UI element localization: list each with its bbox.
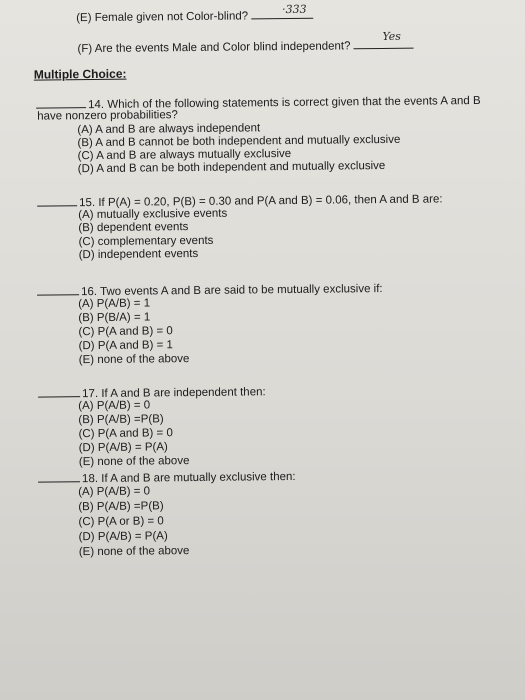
question-14-option-a: (A) A and B are always independent [77,122,261,137]
question-17-blank [38,386,80,397]
question-16-option-d: (D) P(A and B) = 1 [78,339,173,353]
question-18-option-c: (C) P(A or B) = 0 [78,515,164,529]
question-15-stem: 15. If P(A) = 0.20, P(B) = 0.30 and P(A and B) = 0.06, then A and B are: [37,191,443,210]
part-f-question: (F) Are the events Male and Color blind independent? [77,38,415,57]
question-16-option-b: (B) P(B/A) = 1 [78,311,151,325]
question-18-option-b: (B) P(A/B) =P(B) [78,500,164,514]
question-17-option-c: (C) P(A and B) = 0 [78,427,173,441]
question-17-option-a: (A) P(A/B) = 0 [78,399,151,413]
part-e-question: (E) Female given not Color-blind? [76,8,315,26]
question-16-blank [37,284,79,295]
question-16-option-c: (C) P(A and B) = 0 [78,325,173,339]
part-f-handwritten-answer: Yes [382,29,401,43]
question-15-option-c: (C) complementary events [78,234,214,249]
multiple-choice-heading: Multiple Choice: [33,66,127,82]
question-16-option-e: (E) none of the above [78,353,190,367]
question-16-stem: 16. Two events A and B are said to be mutually exclusive if: [37,281,383,300]
question-18-blank [38,471,80,482]
question-16-option-a: (A) P(A/B) = 1 [78,297,151,311]
question-15-option-a: (A) mutually exclusive events [78,207,228,222]
question-14-option-c: (C) A and B are always mutually exclusive [77,147,292,163]
question-18-option-e: (E) none of the above [78,545,190,559]
question-18-option-d: (D) P(A/B) = P(A) [78,530,168,544]
question-14-blank [36,97,86,109]
question-17-option-b: (B) P(A/B) =P(B) [78,413,164,427]
question-15-blank [37,195,77,206]
question-18-stem: 18. If A and B are mutually exclusive then: [38,469,296,487]
question-15-option-b: (B) dependent events [78,221,189,235]
part-e-handwritten-answer: ·333 [282,2,307,17]
question-14-stem-cont: have nonzero probabilities? [37,109,178,123]
question-17-option-e: (E) none of the above [78,455,190,469]
question-17-option-d: (D) P(A/B) = P(A) [78,441,168,455]
question-14-option-d: (D) A and B can be both independent and mutually exclusive [77,159,386,176]
question-14-option-b: (B) A and B cannot be both independent and mutually exclusive [77,133,401,150]
question-18-option-a: (A) P(A/B) = 0 [78,485,151,499]
question-14-stem: 14. Which of the following statements is correct given that the events A and B [36,93,481,113]
question-17-stem: 17. If A and B are independent then: [38,384,266,401]
question-15-option-d: (D) independent events [78,247,199,262]
